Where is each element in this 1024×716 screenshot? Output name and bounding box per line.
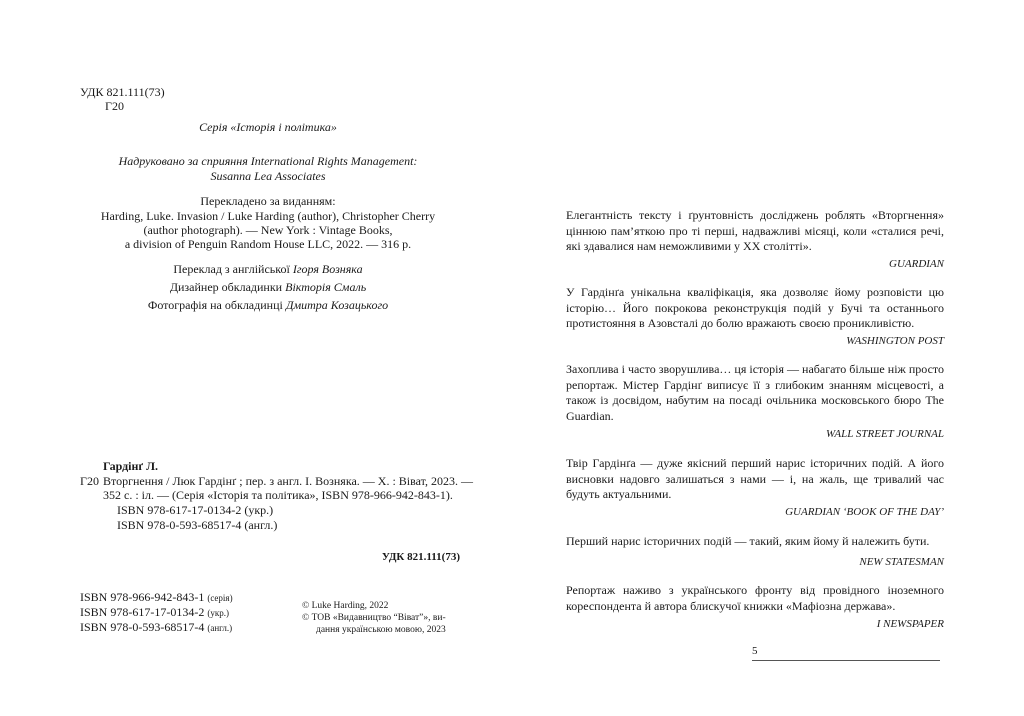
translator-prefix: Переклад з англійської — [173, 262, 293, 276]
printed-line-2: Susanna Lea Associates — [210, 169, 326, 183]
page-number: 5 — [752, 645, 758, 657]
review-quote: Елегантність тексту і ґрунтовність досліджень роблять «Вторгнення» ціннюю пам’яткою про ті перші, надважливі місяці, коли «сталися речі, які здавалися нам неможливими у ХХ столітті». — [566, 208, 944, 253]
series-line: Серія «Історія і політика» — [199, 120, 337, 134]
isbn-number: ISBN 978-617-17-0134-2 — [80, 605, 205, 619]
isbn-note: (укр.) — [207, 608, 229, 618]
translated-heading: Перекладено за виданням: — [200, 194, 336, 208]
photo-line — [80, 298, 456, 313]
designer-name: Вікторія Смаль — [285, 280, 367, 294]
isbn-note: (англ.) — [207, 623, 233, 633]
catalog-isbn-1: ISBN 978-617-17-0134-2 (укр.) — [117, 503, 274, 517]
isbn-item — [80, 605, 229, 621]
translator-line — [80, 262, 456, 277]
catalog-mark: Г20 — [80, 474, 99, 488]
review-quote: Твір Гардінґа — дуже якісний перший нарис історичних подій. А його висновки надовго залишаться з нами — і, на жаль, ще тривалий час будуть актуальними. — [566, 456, 944, 501]
catalog-author: Гардінґ Л. — [103, 459, 159, 473]
catalog-line-2: 352 с. : іл. — (Серія «Історія та політика», ISBN 978-966-942-843-1). — [103, 488, 453, 502]
designer-line — [80, 280, 456, 295]
copyright-line-1: © Luke Harding, 2022 — [302, 601, 389, 611]
review-source: GUARDIAN — [889, 258, 944, 270]
isbn-note: (серія) — [207, 593, 233, 603]
review-source: I NEWSPAPER — [876, 618, 944, 630]
review-quote: У Гардінґа унікальна кваліфікація, яка дозволяє йому розповісти цю історію… Його покрокова реконструкція подій у Бучі та останнього протистояння в Азовсталі до болю вражають своєю проникливістю. — [566, 285, 944, 330]
photo-name: Дмитра Козацького — [285, 298, 389, 312]
original-line-3: a division of Penguin Random House LLC, 2022. — 316 p. — [124, 237, 412, 251]
review-source: WASHINGTON POST — [846, 335, 944, 347]
copyright-line-2: © ТОВ «Видавництво “Віват”», ви- — [302, 613, 446, 623]
udk-bottom: УДК 821.111(73) — [381, 551, 460, 563]
review-source: NEW STATESMAN — [859, 556, 944, 568]
isbn-number: ISBN 978-0-593-68517-4 — [80, 620, 205, 634]
review-source: GUARDIAN ‘BOOK OF THE DAY’ — [785, 506, 944, 518]
original-line-1: Harding, Luke. Invasion / Luke Harding (author), Christopher Cherry — [100, 209, 436, 223]
isbn-number: ISBN 978-966-942-843-1 — [80, 590, 205, 604]
review-quote: Репортаж наживо з українського фронту від провідного іноземного кореспондента й автора блискучої книжки «Мафіозна держава». — [566, 583, 944, 613]
review-quote: Захоплива і часто зворушлива… ця історія — набагато більше ніж просто репортаж. Містер Гардінґ виписує її з глибоким знанням місцевості, а також із досвідом, набутим на посаді очільника московського бюро The Guardian. — [566, 362, 944, 423]
original-line-2: (author photograph). — New York : Vintage Books, — [143, 223, 393, 237]
author-mark-top: Г20 — [105, 99, 124, 113]
printed-line-1: Надруковано за сприяння International Rights Management: — [118, 154, 418, 168]
review-quote: Перший нарис історичних подій — такий, яким йому й належить бути. — [566, 534, 930, 548]
copyright-line-3: дання українською мовою, 2023 — [316, 625, 446, 635]
designer-prefix: Дизайнер обкладинки — [169, 280, 286, 294]
review-source: WALL STREET JOURNAL — [825, 428, 944, 440]
copyright-block — [302, 600, 446, 636]
footer-rule — [752, 660, 940, 661]
photo-prefix: Фотографія на обкладинці — [147, 298, 286, 312]
isbn-item — [80, 590, 233, 606]
catalog-line-1: Вторгнення / Люк Гардінґ ; пер. з англ. І. Возняка. — Х. : Віват, 2023. — — [103, 474, 474, 488]
catalog-isbn-2: ISBN 978-0-593-68517-4 (англ.) — [117, 518, 278, 532]
translator-name: Ігоря Возняка — [292, 262, 363, 276]
isbn-item — [80, 620, 232, 636]
udk-top: УДК 821.111(73) — [80, 85, 165, 99]
